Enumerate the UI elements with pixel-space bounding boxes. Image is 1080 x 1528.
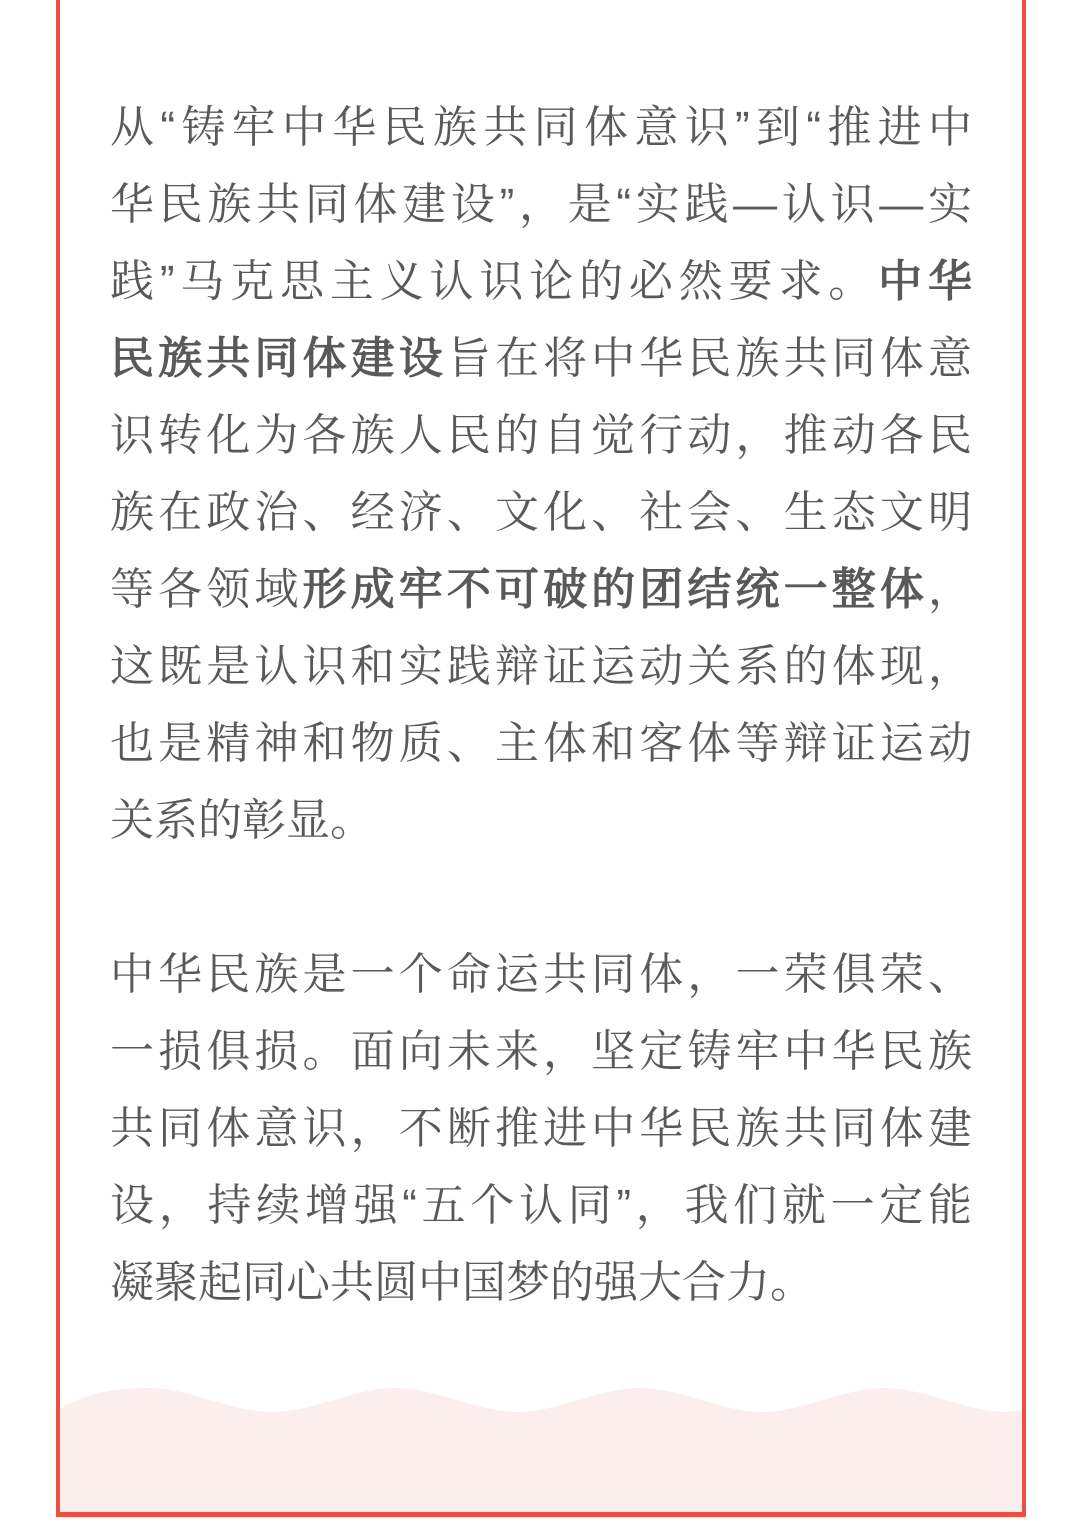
text-segment: 也是精神和物质、主体和客体等辩证运动 [110,719,972,768]
wave-decoration [60,1379,1022,1512]
text-line [110,1090,972,1167]
bold-text-segment: 民族共同体建设 [110,334,447,383]
text-line [110,320,972,397]
text-line [110,1244,972,1321]
text-line [110,89,972,166]
article-card [56,0,1026,1517]
text-line [110,474,972,551]
text-segment: 等各领域 [110,565,303,614]
text-line [110,936,972,1013]
text-line [110,243,972,320]
text-line [110,628,972,705]
paragraph [110,89,972,859]
text-line [110,705,972,782]
text-segment: 华民族共同体建设”，是“实践—认识—实 [110,180,972,229]
bold-text-segment: 形成牢不可破的团结统一整体 [302,565,929,614]
text-segment: 从“铸牢中华民族共同体意识”到“推进中 [110,103,972,152]
text-segment: 设，持续增强“五个认同”，我们就一定能 [110,1181,972,1230]
text-line [110,1013,972,1090]
text-segment: 族在政治、经济、文化、社会、生态文明 [110,488,972,537]
text-line [110,1167,972,1244]
bold-text-segment: 中华 [878,257,972,306]
text-segment: 一损俱损。面向未来，坚定铸牢中华民族 [110,1027,972,1076]
text-segment: ， [928,565,973,614]
text-segment: 中华民族是一个命运共同体，一荣俱荣、 [110,950,972,999]
text-segment: 共同体意识，不断推进中华民族共同体建 [110,1104,972,1153]
article-body [60,0,1022,1398]
wave-shape [60,1388,1022,1512]
text-segment: 识转化为各族人民的自觉行动，推动各民 [110,411,972,460]
text-segment: 凝聚起同心共圆中国梦的强大合力。 [110,1258,814,1307]
text-segment: 旨在将中华民族共同体意 [446,334,973,383]
text-line [110,782,972,859]
text-segment: 这既是认识和实践辩证运动关系的体现， [110,642,972,691]
text-line [110,166,972,243]
paragraph [110,936,972,1321]
text-segment: 关系的彰显。 [110,796,374,845]
text-segment: 践”马克思主义认识论的必然要求。 [110,257,879,306]
text-line [110,397,972,474]
text-line [110,551,972,628]
